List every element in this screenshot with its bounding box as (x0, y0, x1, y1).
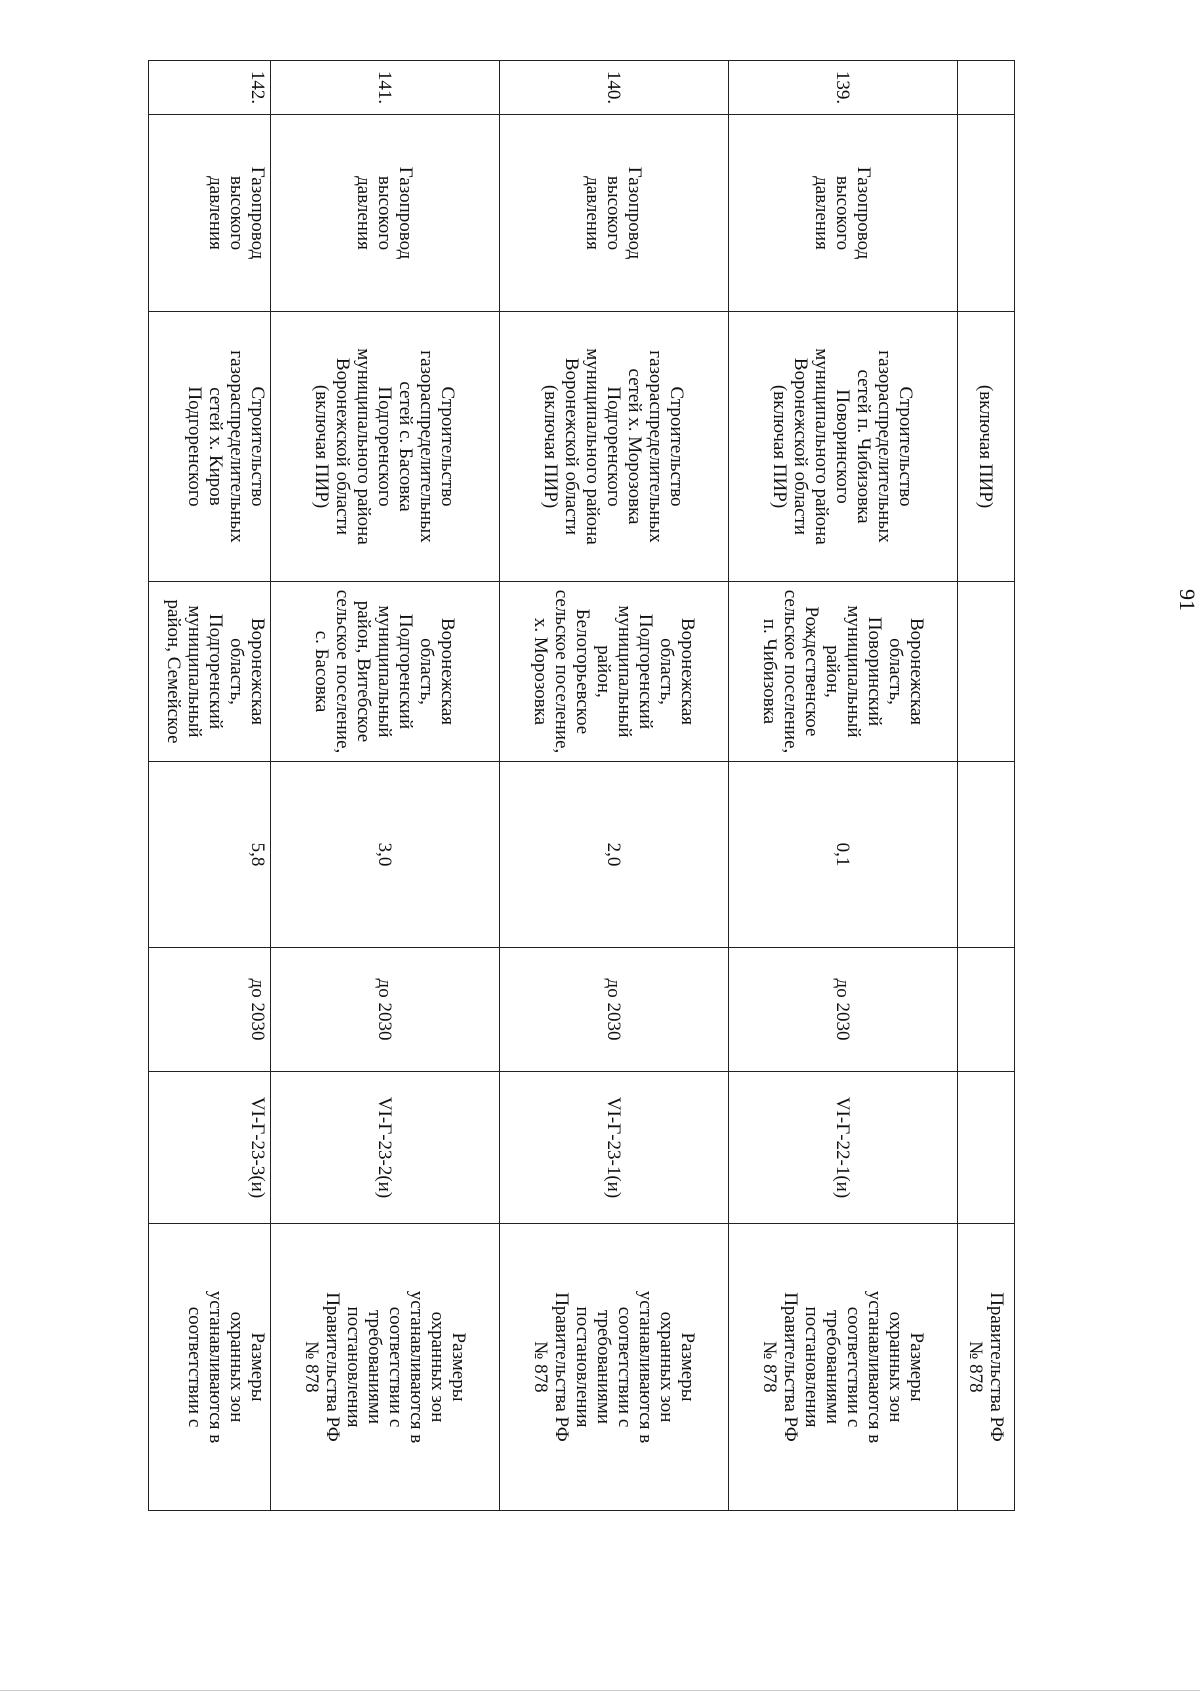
cell-type: Газопровод высокого давления (149, 115, 271, 312)
cell-zone: Размеры охранных зон устанавливаются в соответствии с требованиями постановления Правительства РФ № 878 (729, 1224, 958, 1511)
cell-location: Воронежская область, Подгоренский муниципальный район, Белогорьевское сельское поселение, х. Морозовка (500, 582, 729, 762)
cell-length: 5,8 (149, 762, 271, 948)
cell-type: Газопровод высокого давления (271, 115, 500, 312)
table-row (729, 61, 958, 1511)
cell-location: Воронежская область, Подгоренский муниципальный район, Витебское сельское поселение, с. Басовка (271, 582, 500, 762)
cell-code: VI-Г-23-1(и) (500, 1072, 729, 1224)
cell-name: Строительство газораспределительных сетей х. Морозовка Подгоренского муниципального района Воронежской области (включая ПИР) (500, 312, 729, 582)
cell-year: до 2030 (149, 948, 271, 1072)
cell-location (958, 582, 1015, 762)
cell-location: Воронежская область, Подгоренский муниципальный район, Семейское (149, 582, 271, 762)
cell-zone: Размеры охранных зон устанавливаются в соответствии с (149, 1224, 271, 1511)
cell-num: 142. (149, 61, 271, 115)
cell-length: 3,0 (271, 762, 500, 948)
cell-type: Газопровод высокого давления (729, 115, 958, 312)
cell-code: VI-Г-22-1(и) (729, 1072, 958, 1224)
project-table (148, 60, 1015, 1511)
table-row-continuation (958, 61, 1015, 1511)
rotated-table-container (163, 60, 1015, 1510)
cell-num: 141. (271, 61, 500, 115)
cell-name: Строительство газораспределительных сетей с. Басовка Подгоренского муниципального района Воронежской области (включая ПИР) (271, 312, 500, 582)
cell-code: VI-Г-23-2(и) (271, 1072, 500, 1224)
cell-location: Воронежская область, Поворинский муниципальный район, Рождественское сельское поселение, п. Чибизовка (729, 582, 958, 762)
cell-zone: Размеры охранных зон устанавливаются в соответствии с требованиями постановления Правительства РФ № 878 (500, 1224, 729, 1511)
cell-length (958, 762, 1015, 948)
cell-zone: Правительства РФ № 878 (958, 1224, 1015, 1511)
page-number: 91 (1175, 589, 1200, 611)
table-row (149, 61, 271, 1511)
cell-name: (включая ПИР) (958, 312, 1015, 582)
cell-year: до 2030 (271, 948, 500, 1072)
cell-num: 140. (500, 61, 729, 115)
cell-year (958, 948, 1015, 1072)
cell-num: 139. (729, 61, 958, 115)
cell-name: Строительство газораспределительных сетей х. Киров Подгоренского (149, 312, 271, 582)
table-row (500, 61, 729, 1511)
cell-type: Газопровод высокого давления (500, 115, 729, 312)
cell-name: Строительство газораспределительных сетей п. Чибизовка Поворинского муниципального района Воронежской области (включая ПИР) (729, 312, 958, 582)
cell-length: 2,0 (500, 762, 729, 948)
table-row (271, 61, 500, 1511)
cell-code (958, 1072, 1015, 1224)
cell-length: 0,1 (729, 762, 958, 948)
cell-code: VI-Г-23-3(и) (149, 1072, 271, 1224)
cell-zone: Размеры охранных зон устанавливаются в соответствии с требованиями постановления Правительства РФ № 878 (271, 1224, 500, 1511)
cell-year: до 2030 (500, 948, 729, 1072)
cell-type (958, 115, 1015, 312)
cell-num (958, 61, 1015, 115)
cell-year: до 2030 (729, 948, 958, 1072)
